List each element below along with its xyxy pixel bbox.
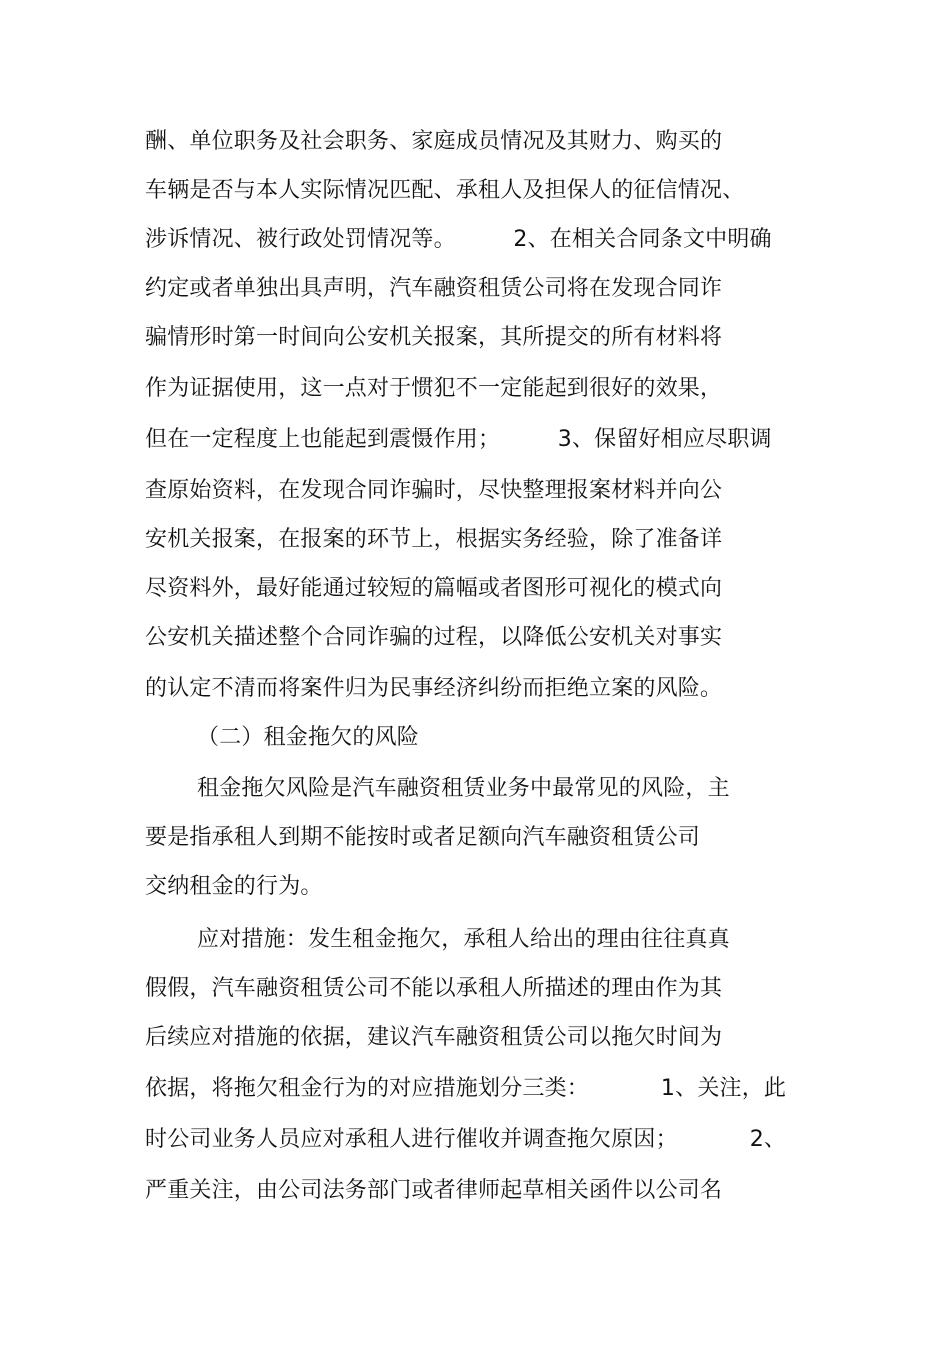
paragraph-line: 骗情形时第一时间向公安机关报案，其所提交的所有材料将 xyxy=(145,325,723,350)
section-heading: （二）租金拖欠的风险 xyxy=(197,725,420,750)
paragraph-line: 酬、单位职务及社会职务、家庭成员情况及其财力、购买的 xyxy=(145,129,723,154)
paragraph-line: 公安机关描述整个合同诈骗的过程，以降低公安机关对事实 xyxy=(145,625,723,650)
paragraph-line: 涉诉情况、被行政处罚情况等。 2、在相关合同条文中明确 xyxy=(145,227,772,252)
paragraph-line: 尽资料外，最好能通过较短的篇幅或者图形可视化的模式向 xyxy=(145,576,723,601)
paragraph-line: 的认定不清而将案件归为民事经济纠纷而拒绝立案的风险。 xyxy=(145,676,723,701)
paragraph-line: 交纳租金的行为。 xyxy=(145,874,323,899)
paragraph-line: 后续应对措施的依据，建议汽车融资租赁公司以拖欠时间为 xyxy=(145,1025,723,1050)
paragraph-line: 租金拖欠风险是汽车融资租赁业务中最常见的风险，主 xyxy=(197,776,730,801)
paragraph-line: 应对措施：发生租金拖欠，承租人给出的理由往往真真 xyxy=(197,927,730,952)
paragraph-line: 安机关报案，在报案的环节上，根据实务经验，除了准备详 xyxy=(145,527,723,552)
paragraph-line: 作为证据使用，这一点对于惯犯不一定能起到很好的效果， xyxy=(145,376,723,401)
paragraph-line: 但在一定程度上也能起到震慑作用； 3、保留好相应尽职调 xyxy=(145,427,772,452)
paragraph-line: 约定或者单独出具声明，汽车融资租赁公司将在发现合同诈 xyxy=(145,276,723,301)
paragraph-line: 严重关注，由公司法务部门或者律师起草相关函件以公司名 xyxy=(145,1178,723,1203)
paragraph-line: 要是指承租人到期不能按时或者足额向汽车融资租赁公司 xyxy=(145,825,701,850)
paragraph-line: 依据，将拖欠租金行为的对应措施划分三类： 1、关注，此 xyxy=(145,1076,787,1101)
paragraph-line: 车辆是否与本人实际情况匹配、承租人及担保人的征信情况、 xyxy=(145,178,745,203)
paragraph-line: 时公司业务人员应对承租人进行催收并调查拖欠原因； 2、 xyxy=(145,1127,787,1152)
paragraph-line: 查原始资料，在发现合同诈骗时，尽快整理报案材料并向公 xyxy=(145,478,723,503)
paragraph-line: 假假，汽车融资租赁公司不能以承租人所描述的理由作为其 xyxy=(145,976,723,1001)
